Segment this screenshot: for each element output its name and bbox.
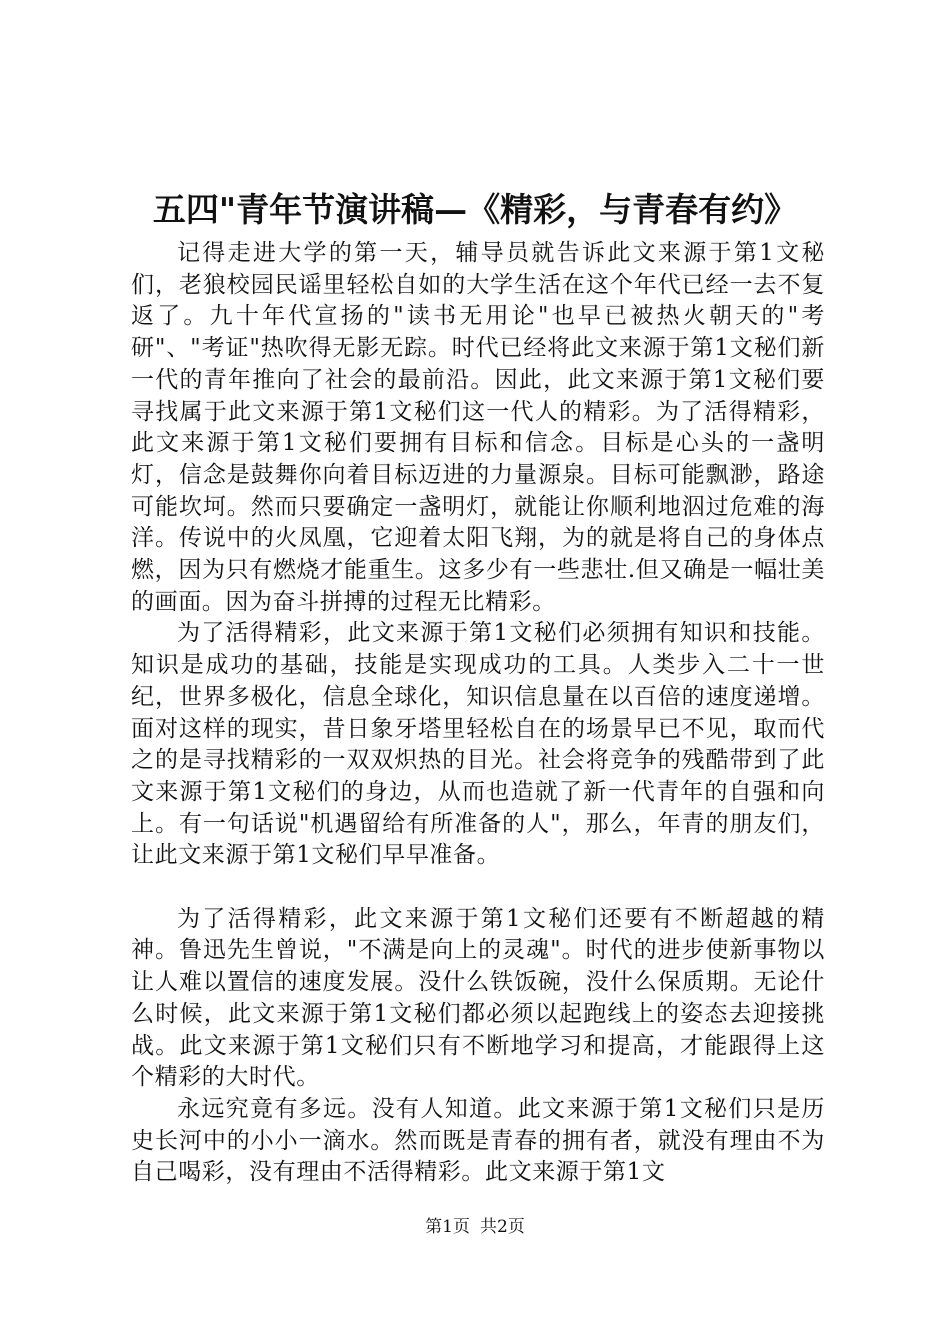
page-footer — [0, 1216, 950, 1238]
paragraph-spacer — [131, 872, 825, 904]
document-body — [131, 238, 825, 1189]
paragraph-3: 为了活得精彩，此文来源于第1文秘们还要有不断超越的精神。鲁迅先生曾说，"不满是向上的灵魂"。时代的进步使新事物以让人难以置信的速度发展。没什么铁饭碗，没什么保质期。无论什么时候，此文来源于第1文秘们都必须以起跑线上的姿态去迎接挑战。此文来源于第1文秘们只有不断地学习和提高，才能跟得上这个精彩的大时代。 — [131, 905, 825, 1091]
paragraph-4: 永远究竟有多远。没有人知道。此文来源于第1文秘们只是历史长河中的小小一滴水。然而既是青春的拥有者，就没有理由不为自己喝彩，没有理由不活得精彩。此文来源于第1文 — [131, 1095, 825, 1186]
paragraph-1: 记得走进大学的第一天，辅导员就告诉此文来源于第1文秘们，老狼校园民谣里轻松自如的大学生活在这个年代已经一去不复返了。九十年代宣扬的"读书无用论"也早已被热火朝天的"考研"、"考证"热吹得无影无踪。时代已经将此文来源于第1文秘们新一代的青年推向了社会的最前沿。因此，此文来源于第1文秘们要寻找属于此文来源于第1文秘们这一代人的精彩。为了活得精彩，此文来源于第1文秘们要拥有目标和信念。目标是心头的一盏明灯，信念是鼓舞你向着目标迈进的力量源泉。目标可能飘渺，路途可能坎坷。然而只要确定一盏明灯，就能让你顺利地泅过危难的海洋。传说中的火凤凰，它迎着太阳飞翔，为的就是将自己的身体点燃，因为只有燃烧才能重生。这多少有一些悲壮.但又确是一幅壮美的画面。因为奋斗拼搏的过程无比精彩。 — [131, 240, 825, 615]
paragraph-2: 为了活得精彩，此文来源于第1文秘们必须拥有知识和技能。知识是成功的基础，技能是实现成功的工具。人类步入二十一世纪，世界多极化，信息全球化，知识信息量在以百倍的速度递增。面对这样的现实，昔日象牙塔里轻松自在的场景早已不见，取而代之的是寻找精彩的一双双炽热的目光。社会将竞争的残酷带到了此文来源于第1文秘们的身边，从而也造就了新一代青年的自强和向上。有一句话说"机遇留给有所准备的人"，那么，年青的朋友们，让此文来源于第1文秘们早早准备。 — [131, 620, 825, 869]
document-title: 五四"青年节演讲稿—《精彩，与青春有约》 — [152, 190, 798, 229]
page-number: 第1页 — [425, 1217, 470, 1237]
page-total: 共2页 — [480, 1217, 525, 1237]
